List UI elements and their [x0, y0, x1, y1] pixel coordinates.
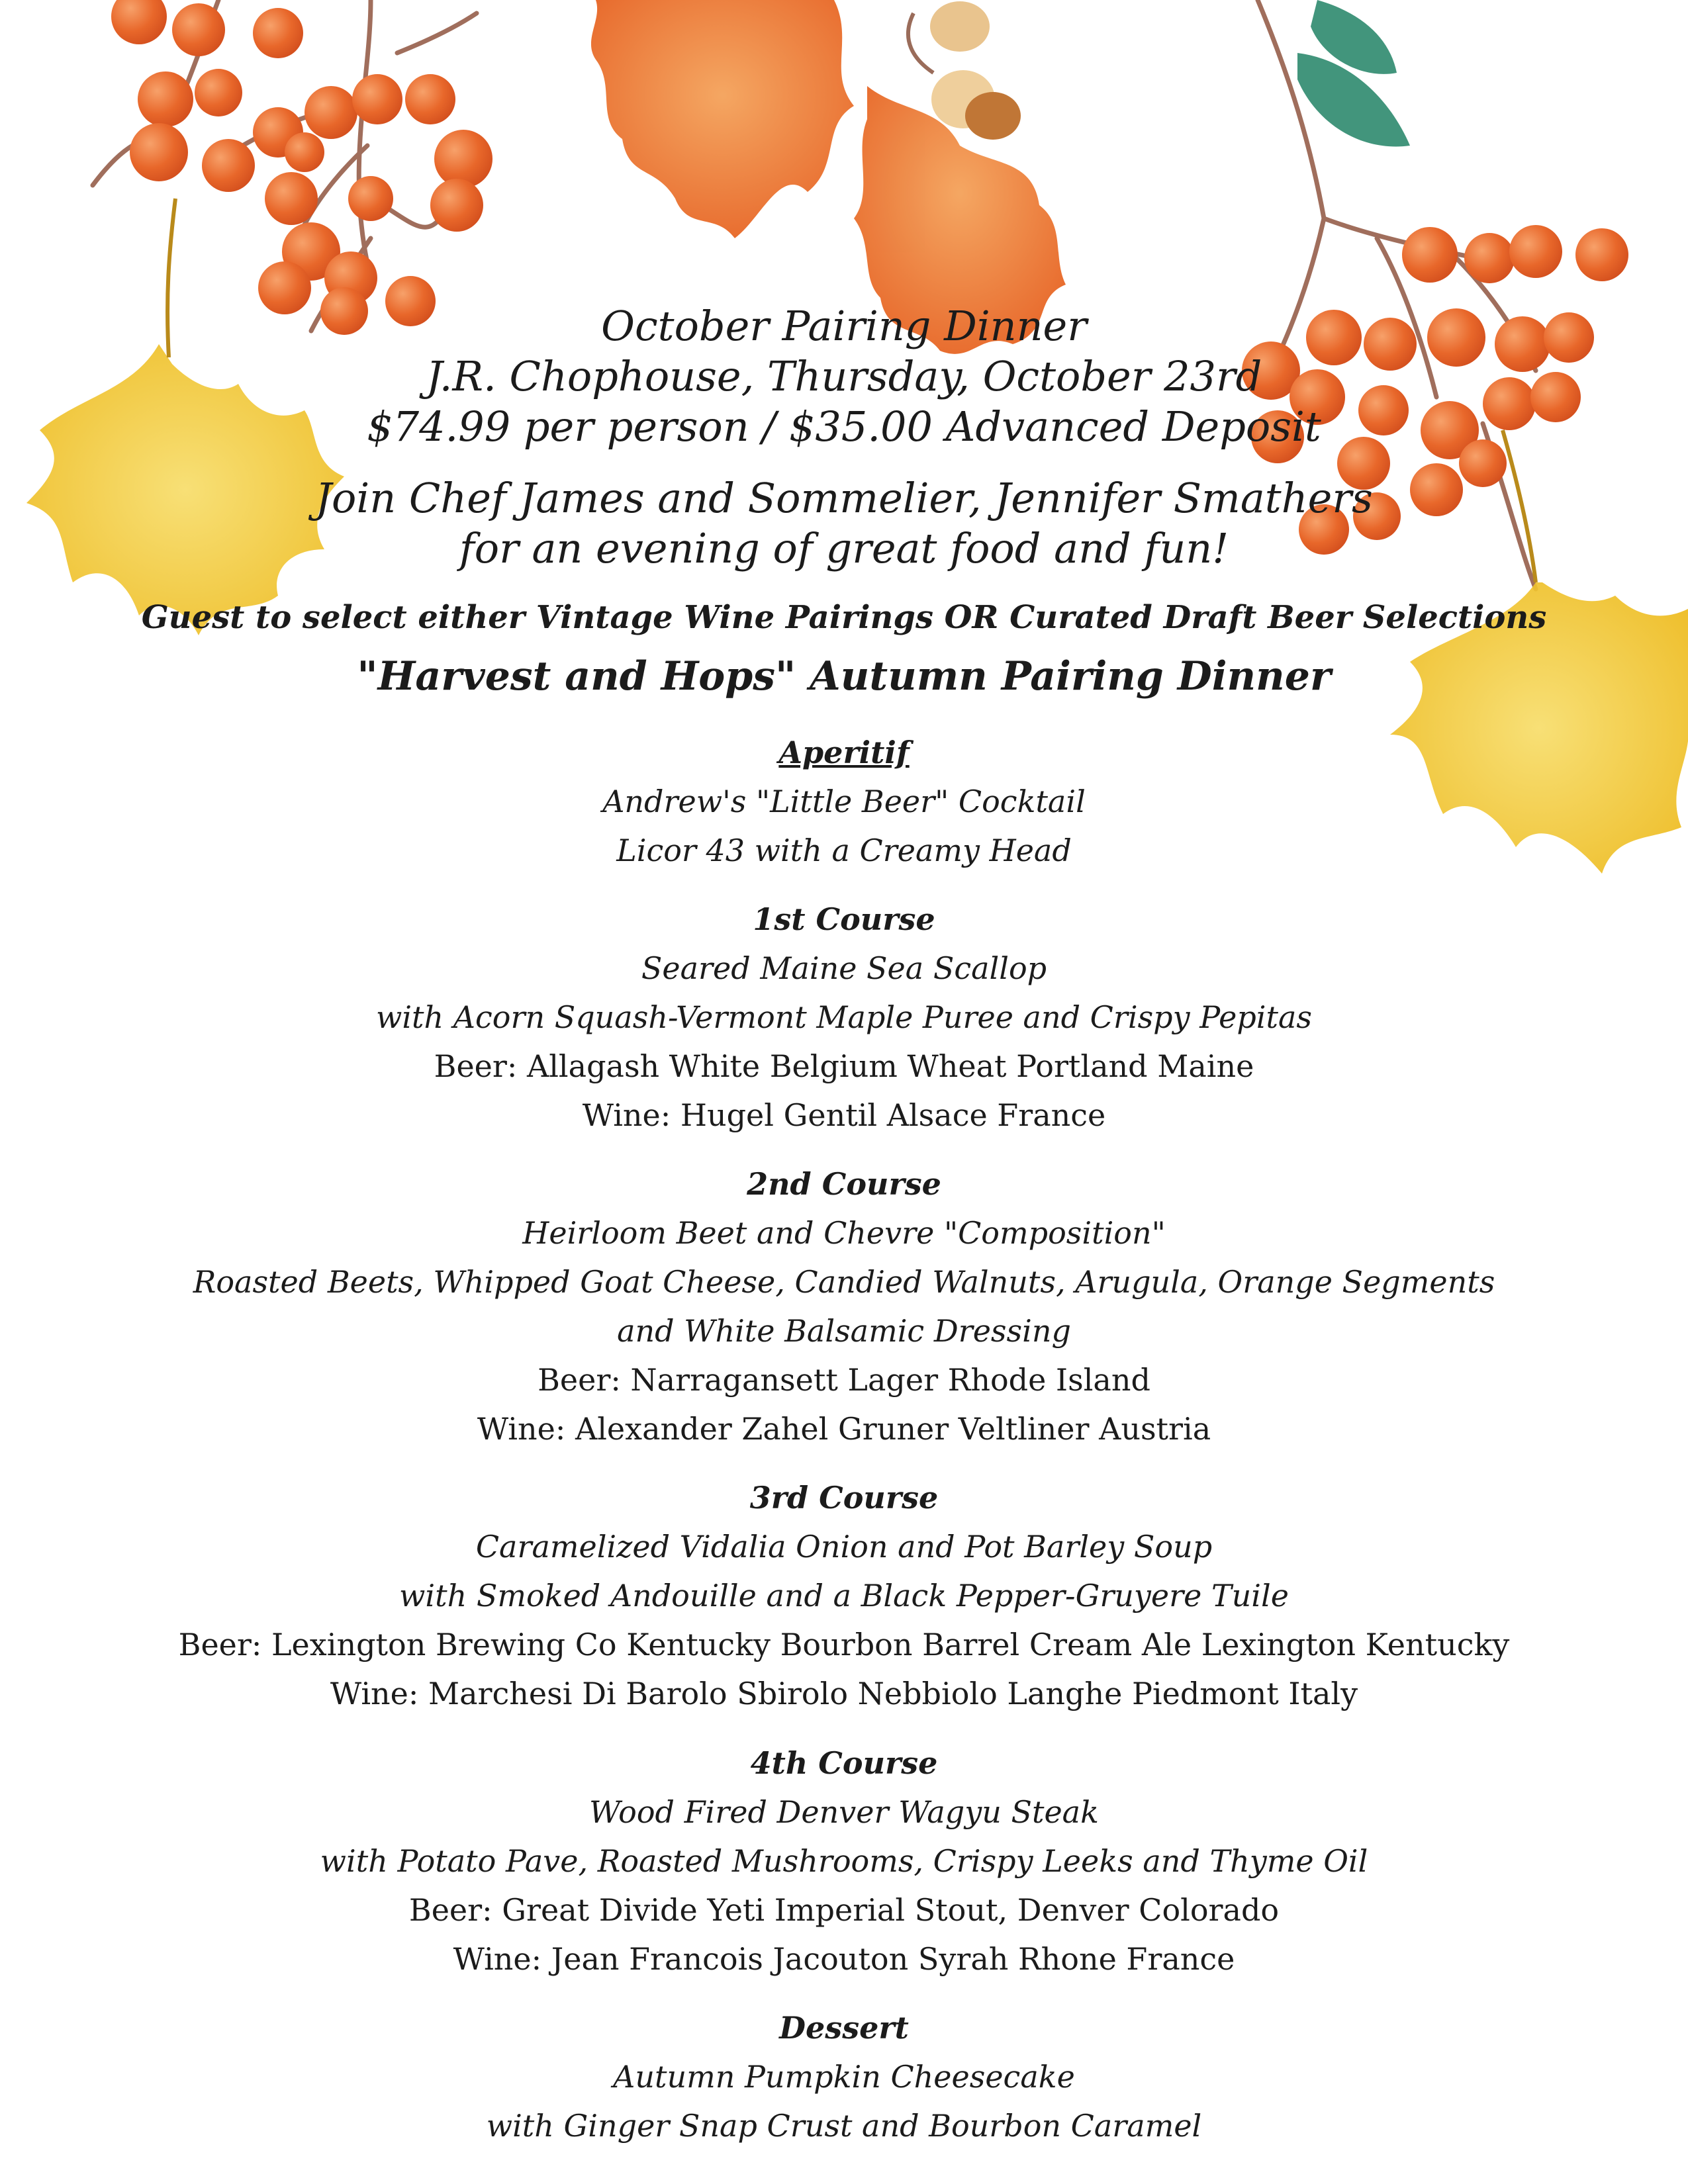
course-detail: Roasted Beets, Whipped Goat Cheese, Candied Walnuts, Arugula, Orange Segments — [193, 1264, 1495, 1300]
teal-leaves — [1297, 0, 1410, 147]
course-detail: with Acorn Squash-Vermont Maple Puree and Crispy Pepitas — [375, 999, 1313, 1035]
course-heading: 1st Course — [753, 901, 935, 937]
course-detail: with Potato Pave, Roasted Mushrooms, Crispy Leeks and Thyme Oil — [320, 1843, 1368, 1879]
venue-date: J.R. Chophouse, Thursday, October 23rd — [426, 352, 1262, 400]
course-heading: 2nd Course — [747, 1166, 941, 1202]
course-detail: with Smoked Andouille and a Black Pepper-Gruyere Tuile — [399, 1578, 1289, 1614]
course-dish: Caramelized Vidalia Onion and Pot Barley Soup — [475, 1529, 1213, 1565]
course-dish: Andrew's "Little Beer" Cocktail — [602, 784, 1086, 819]
course-heading: 3rd Course — [749, 1480, 939, 1516]
course-heading: Dessert — [779, 2010, 909, 2046]
price-line: $74.99 per person / $35.00 Advanced Deposit — [367, 402, 1321, 451]
beer-pairing: Beer: Great Divide Yeti Imperial Stout, Denver Colorado — [408, 1892, 1280, 1928]
beer-pairing: Beer: Lexington Brewing Co Kentucky Bourbon Barrel Cream Ale Lexington Kentucky — [178, 1627, 1510, 1662]
event-header — [0, 301, 1688, 452]
event-name: October Pairing Dinner — [601, 302, 1087, 350]
course-dish: Wood Fired Denver Wagyu Steak — [589, 1794, 1099, 1830]
course-dish: Seared Maine Sea Scallop — [641, 950, 1047, 986]
course-heading: 4th Course — [750, 1745, 938, 1781]
course-detail: Licor 43 with a Creamy Head — [616, 833, 1072, 868]
course-4 — [0, 1739, 1688, 1983]
course-3 — [0, 1473, 1688, 1718]
invite-block — [0, 473, 1688, 574]
wine-pairing: Wine: Marchesi Di Barolo Sbirolo Nebbiolo Langhe Piedmont Italy — [330, 1676, 1358, 1711]
course-dessert — [0, 2003, 1688, 2150]
beer-pairing: Beer: Allagash White Belgium Wheat Portland Maine — [434, 1048, 1254, 1084]
beer-pairing: Beer: Narragansett Lager Rhode Island — [538, 1362, 1150, 1398]
course-dish: Autumn Pumpkin Cheesecake — [613, 2059, 1075, 2095]
course-detail: with Ginger Snap Crust and Bourbon Caramel — [486, 2108, 1202, 2144]
menu-title: "Harvest and Hops" Autumn Pairing Dinner — [357, 653, 1331, 700]
wine-pairing: Wine: Hugel Gentil Alsace France — [582, 1097, 1106, 1133]
invite-line-1: Join Chef James and Sommelier, Jennifer Smathers — [315, 474, 1373, 522]
invite-line-2: for an evening of great food and fun! — [459, 524, 1229, 572]
wine-pairing: Wine: Alexander Zahel Gruner Veltliner Austria — [477, 1411, 1211, 1447]
course-dish: Heirloom Beet and Chevre "Composition" — [522, 1215, 1166, 1251]
course-detail: and White Balsamic Dressing — [617, 1313, 1071, 1349]
course-heading: Aperitif — [778, 735, 910, 770]
course-aperitif — [0, 728, 1688, 875]
course-2 — [0, 1160, 1688, 1453]
guest-note: Guest to select either Vintage Wine Pairings OR Curated Draft Beer Selections — [141, 599, 1547, 636]
wine-pairing: Wine: Jean Francois Jacouton Syrah Rhone France — [453, 1941, 1235, 1977]
course-1 — [0, 895, 1688, 1140]
